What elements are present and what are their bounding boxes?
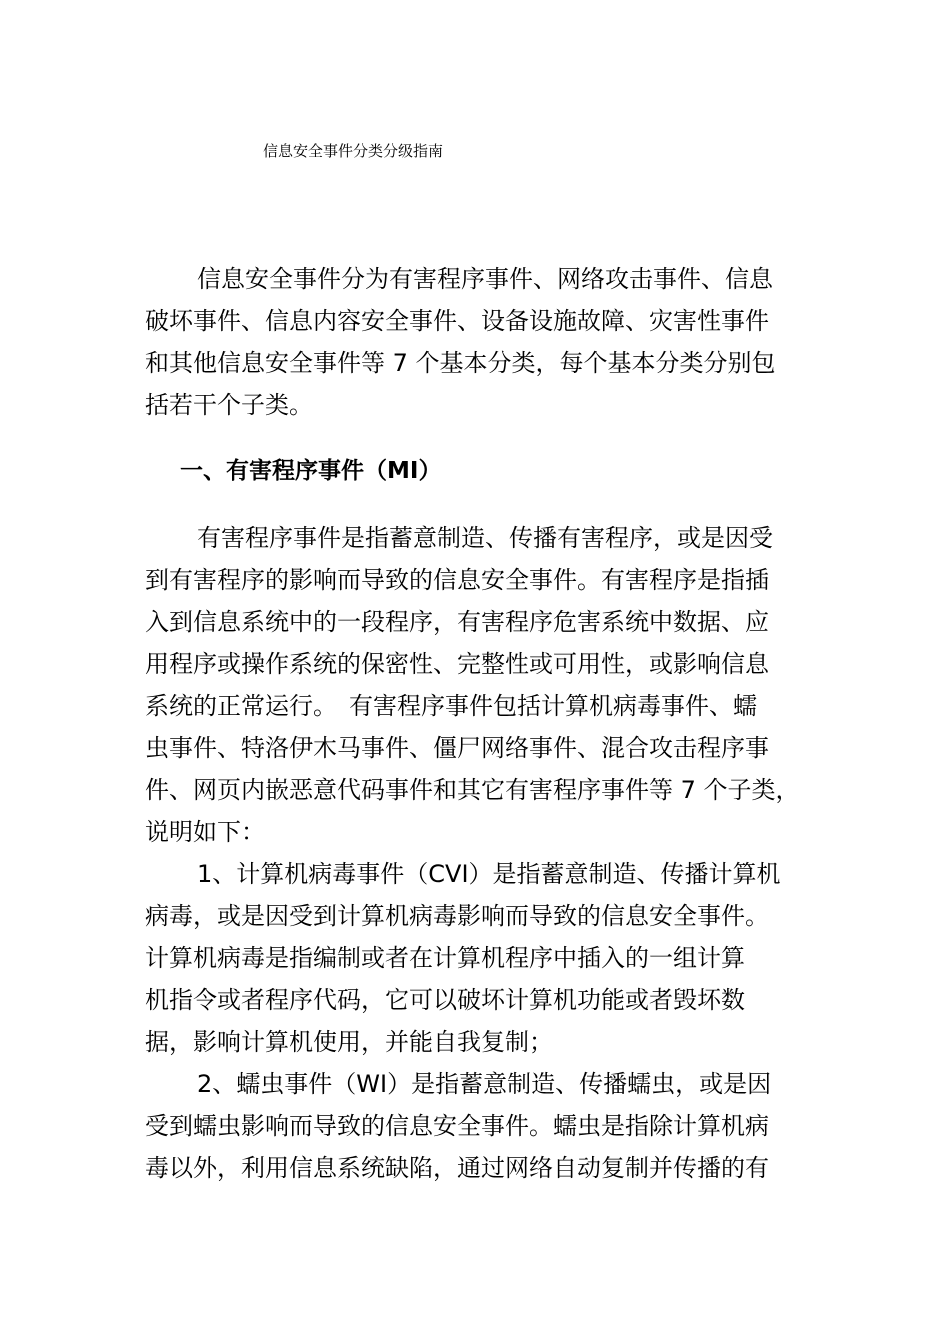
text-line: 破坏事件、信息内容安全事件、设备设施故障、灾害性事件: [145, 307, 769, 335]
text-line: 机指令或者程序代码，它可以破坏计算机功能或者毁坏数: [145, 986, 745, 1014]
text-line: 毒以外，利用信息系统缺陷，通过网络自动复制并传播的有: [145, 1154, 769, 1182]
text-line: 到有害程序的影响而导致的信息安全事件。有害程序是指插: [145, 566, 769, 594]
section-heading: 一、有害程序事件（MI）: [180, 458, 442, 484]
text-line: 信息安全事件分为有害程序事件、网络攻击事件、信息: [197, 265, 773, 293]
text-line: 据，影响计算机使用，并能自我复制；: [145, 1028, 553, 1056]
text-line: 计算机病毒是指编制或者在计算机程序中插入的一组计算: [145, 944, 745, 972]
text-line: 虫事件、特洛伊木马事件、僵尸网络事件、混合攻击程序事: [145, 734, 769, 762]
text-line: 说明如下：: [145, 818, 265, 846]
text-line: 用程序或操作系统的保密性、完整性或可用性，或影响信息: [145, 650, 769, 678]
document-title: 信息安全事件分类分级指南: [263, 142, 444, 160]
text-line: 和其他信息安全事件等 7 个基本分类，每个基本分类分别包: [145, 349, 776, 377]
text-line: 病毒，或是因受到计算机病毒影响而导致的信息安全事件。: [145, 902, 769, 930]
text-line: 入到信息系统中的一段程序，有害程序危害系统中数据、应: [145, 608, 769, 636]
text-line: 系统的正常运行。 有害程序事件包括计算机病毒事件、蠕: [145, 692, 757, 720]
text-line: 件、网页内嵌恶意代码事件和其它有害程序事件等 7 个子类，: [145, 776, 800, 804]
text-line: 2、蠕虫事件（WI）是指蓄意制造、传播蠕虫，或是因: [197, 1070, 772, 1098]
text-line: 受到蠕虫影响而导致的信息安全事件。蠕虫是指除计算机病: [145, 1112, 769, 1140]
text-line: 有害程序事件是指蓄意制造、传播有害程序，或是因受: [197, 524, 773, 552]
text-line: 括若干个子类。: [145, 391, 313, 419]
text-line: 1、计算机病毒事件（CVI）是指蓄意制造、传播计算机: [197, 860, 781, 888]
